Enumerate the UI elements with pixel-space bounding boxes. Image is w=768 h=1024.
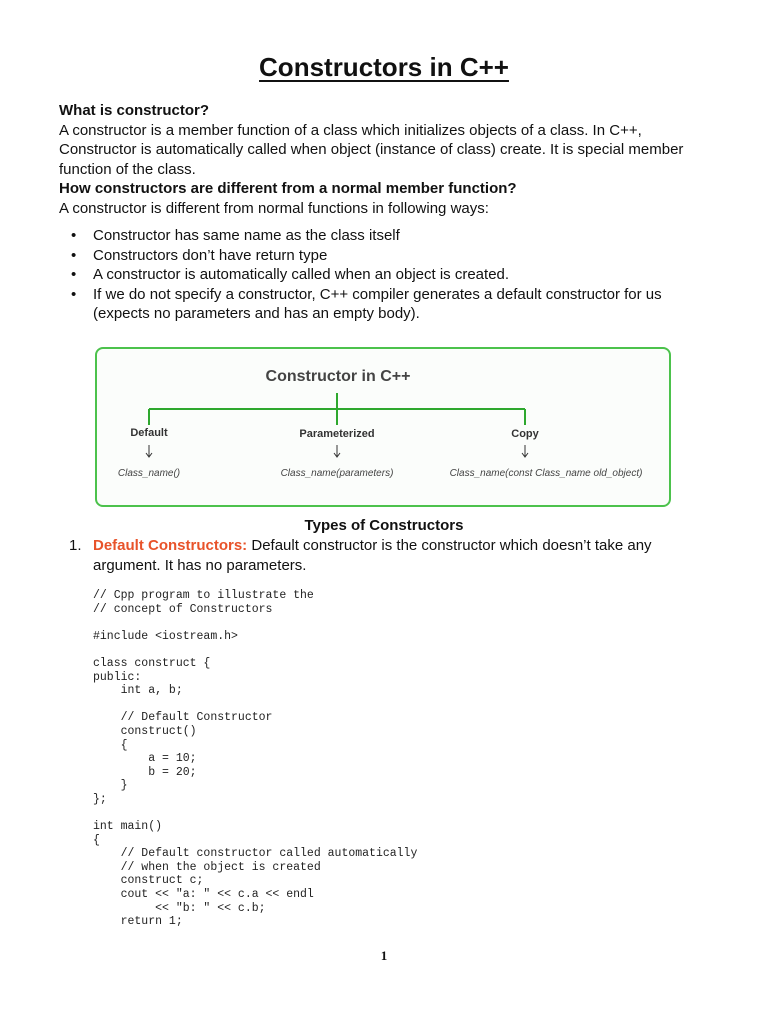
code-line: }; bbox=[93, 792, 107, 806]
constructor-types-diagram bbox=[95, 347, 671, 507]
list-item: • Constructor has same name as the class itself bbox=[71, 227, 400, 244]
differences-list bbox=[59, 226, 719, 324]
branch-example-copy: Class_name(const Class_name old_object) bbox=[449, 468, 643, 479]
code-line: construct c; bbox=[93, 874, 204, 888]
list-item: • A constructor is automatically called when an object is created. bbox=[71, 266, 510, 283]
bullet-icon: • bbox=[71, 227, 77, 244]
bullet-icon: • bbox=[71, 285, 77, 303]
code-line: // Cpp program to illustrate the bbox=[93, 589, 314, 602]
heading-what-is-constructor: What is constructor? bbox=[59, 102, 210, 119]
paragraph-line: function of the class. bbox=[59, 160, 196, 178]
item-text-continued: argument. It has no parameters. bbox=[93, 556, 307, 574]
code-line: // concept of Constructors bbox=[93, 602, 273, 616]
down-arrow-icons bbox=[146, 445, 528, 457]
code-line bbox=[93, 643, 417, 657]
paragraph-line: A constructor is a member function of a class which initializes objects of a class. In C++, bbox=[59, 121, 642, 139]
differences-intro: A constructor is different from normal functions in following ways: bbox=[59, 199, 489, 217]
paragraph-line: Constructor is automatically called when object (instance of class) create. It is special member bbox=[59, 141, 684, 158]
numbered-item-default-constructors bbox=[69, 536, 709, 575]
code-line: int main() bbox=[93, 820, 163, 834]
diagram-connector-lines bbox=[149, 393, 525, 425]
code-line: b = 20; bbox=[93, 765, 197, 779]
code-line: // Default Constructor bbox=[93, 711, 273, 725]
code-line bbox=[93, 698, 417, 712]
bullet-icon: • bbox=[71, 246, 77, 264]
section-what-is-constructor bbox=[59, 101, 719, 218]
branch-example-parameterized: Class_name(parameters) bbox=[280, 468, 394, 479]
code-line: // Default constructor called automatically bbox=[93, 847, 418, 861]
list-item: • If we do not specify a constructor, C++ compiler generates a default constructor for us (expects no parameters and has an empty body). bbox=[71, 285, 662, 322]
bullet-icon: • bbox=[71, 266, 77, 283]
branch-example-default: Class_name() bbox=[117, 468, 181, 479]
code-line: #include <iostream.h> bbox=[93, 629, 238, 643]
code-line: << "b: " << c.b; bbox=[93, 901, 266, 915]
code-line: class construct { bbox=[93, 656, 211, 670]
code-line: { bbox=[93, 833, 100, 847]
diagram-title: Constructor in C++ bbox=[265, 368, 411, 385]
code-line: } bbox=[93, 779, 128, 793]
code-line: a = 10; bbox=[93, 752, 197, 766]
page-number: 1 bbox=[380, 948, 388, 963]
code-line: cout << "a: " << c.a << endl bbox=[93, 888, 314, 902]
code-line: // when the object is created bbox=[93, 860, 321, 874]
item-heading: Default Constructors: bbox=[93, 537, 248, 554]
branch-label-copy: Copy bbox=[511, 428, 539, 440]
branch-label-parameterized: Parameterized bbox=[299, 428, 375, 440]
code-line bbox=[93, 616, 417, 630]
item-text: Default constructor is the constructor which doesn’t take any bbox=[251, 537, 652, 554]
branch-label-default: Default bbox=[130, 427, 168, 439]
diagram-caption: Types of Constructors bbox=[304, 517, 464, 534]
code-line: construct() bbox=[93, 724, 197, 738]
item-number: 1. bbox=[69, 537, 82, 554]
code-line: return 1; bbox=[93, 915, 183, 929]
code-line: int a, b; bbox=[93, 684, 183, 698]
page-title: Constructors in C++ bbox=[259, 52, 509, 82]
heading-differences: How constructors are different from a normal member function? bbox=[59, 180, 517, 197]
code-line bbox=[93, 807, 417, 821]
code-block bbox=[93, 589, 417, 929]
code-line: { bbox=[93, 738, 128, 752]
code-line: public: bbox=[93, 670, 142, 684]
list-item: • Constructors don’t have return type bbox=[71, 246, 328, 264]
